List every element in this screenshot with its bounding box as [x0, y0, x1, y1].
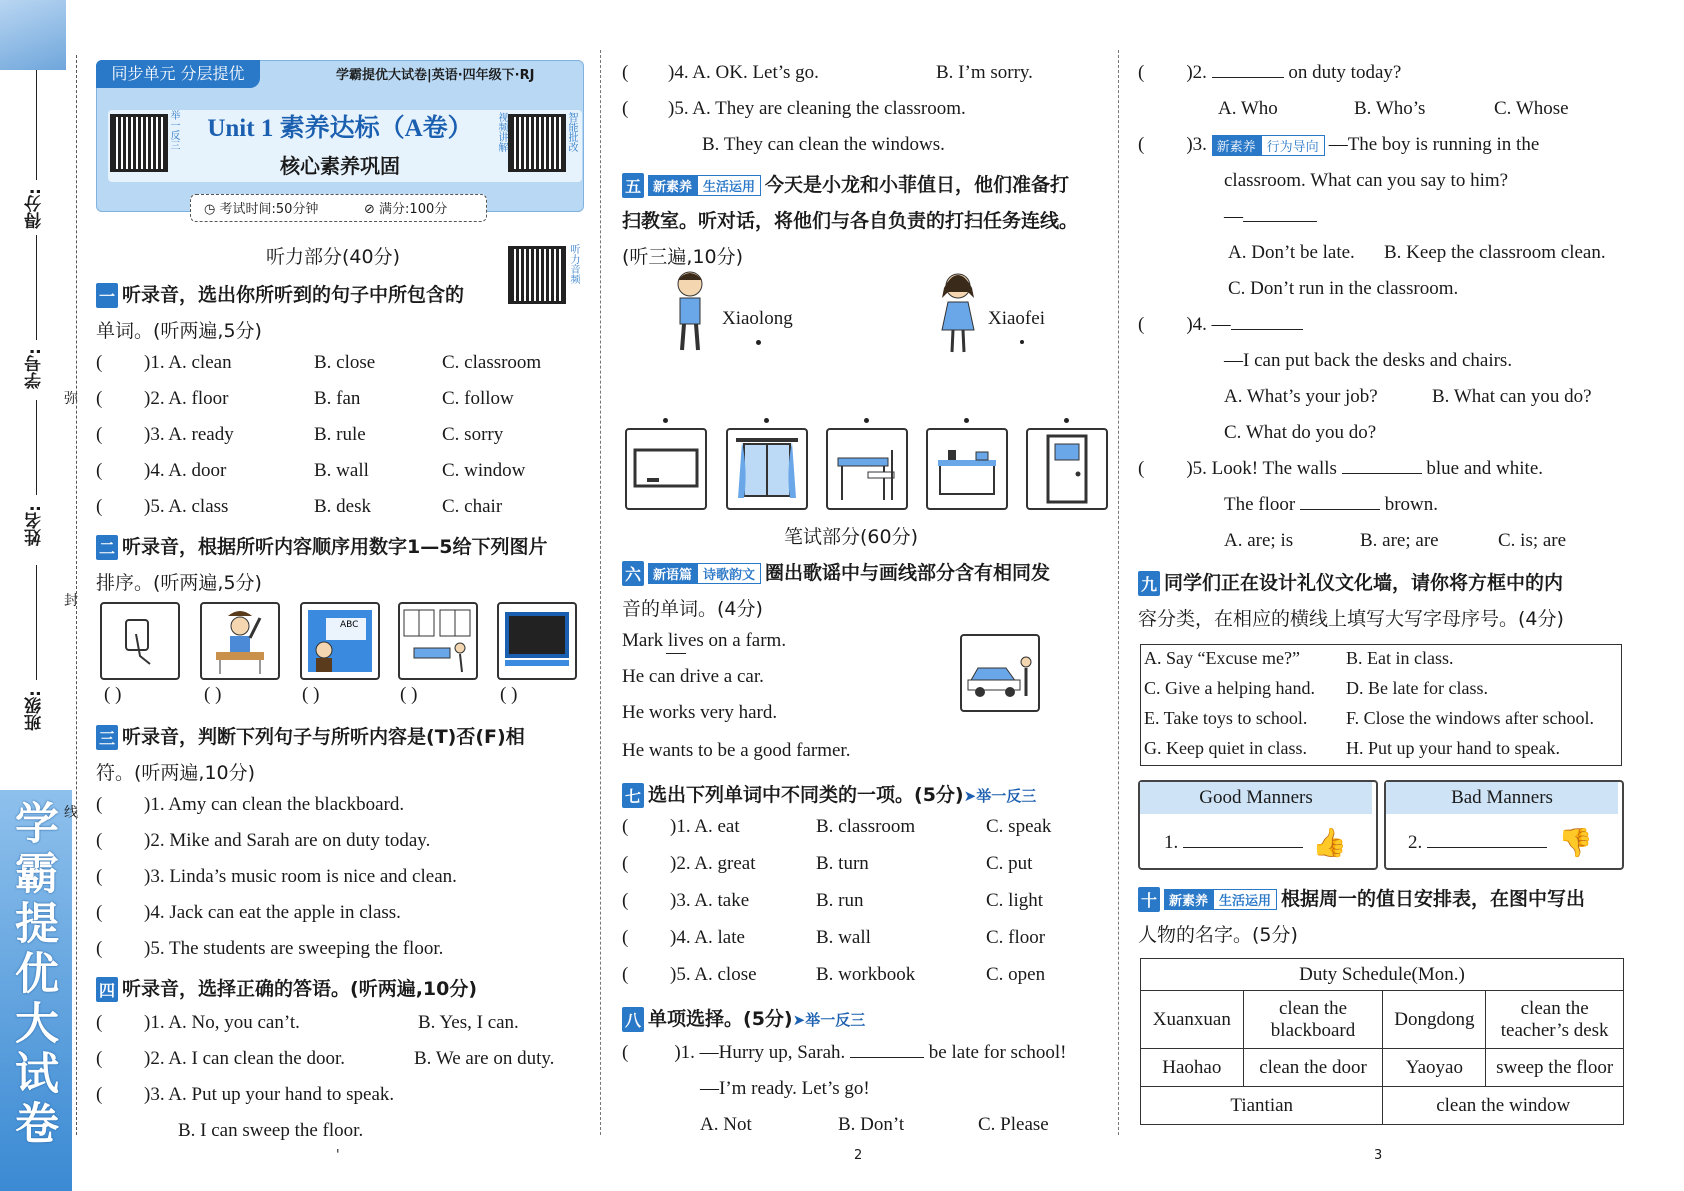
section-1-option-a: )1. A. clean — [144, 352, 232, 373]
section-10-number: 十 — [1138, 887, 1160, 912]
series-label: 学霸提优大试卷|英语·四年级下·RJ — [336, 68, 535, 83]
section-4-number: 四 — [96, 977, 118, 1002]
listening-section-title: 听力部分(40分) — [266, 246, 401, 268]
listening-qr-code[interactable] — [508, 246, 566, 304]
task-picture-door — [1026, 428, 1108, 510]
section-9-title-line2: 容分类，在相应的横线上填写大写字母序号。(4分) — [1138, 608, 1564, 630]
section-1-option-c: C. follow — [442, 388, 514, 409]
q5-text-b: blue and white. — [1426, 458, 1543, 479]
q3-tag-new: 新素养 — [1212, 135, 1261, 156]
section-5-title-line2: 扫教室。听对话，将他们与各自负责的打扫任务连线。 — [622, 210, 1079, 232]
q4-line: ( )4. — — [1138, 314, 1303, 336]
q5-text-c: The floor — [1224, 494, 1296, 515]
answer-bracket[interactable]: ( — [96, 424, 103, 445]
q5-blank-2[interactable] — [1300, 509, 1380, 510]
section-7-option-b: B. classroom — [816, 816, 916, 837]
section-5-tag-new: 新素养 — [648, 175, 697, 196]
page-number-2: 2 — [854, 1148, 863, 1163]
section-1-option-c: C. sorry — [442, 424, 504, 445]
section-8-q1-blank[interactable] — [850, 1057, 924, 1058]
seal-char-mi: 弥 — [64, 391, 78, 407]
col2-item-5-option-b: B. They can clean the windows. — [702, 134, 945, 155]
score-line[interactable] — [36, 70, 37, 180]
exam-score — [364, 198, 447, 217]
answer-bracket[interactable]: ( — [96, 938, 103, 959]
section-10-title-text: 根据周一的值日安排表，在图中写出 — [1281, 888, 1586, 910]
q3-tag-behavior: 行为导向 — [1261, 135, 1325, 156]
poem-line: He wants to be a good farmer. — [622, 740, 851, 761]
section-3-title-line2: 符。(听两遍,10分) — [96, 762, 256, 784]
section-8-number: 八 — [622, 1007, 644, 1032]
task-4-dot[interactable] — [964, 418, 969, 423]
section-9-number: 九 — [1138, 571, 1160, 596]
section-8-tag[interactable] — [793, 1011, 866, 1029]
q2-option-b: B. Who’s — [1354, 98, 1426, 119]
manners-option: G. Keep quiet in class. — [1144, 738, 1307, 758]
page-number-1: ' — [336, 1148, 340, 1163]
bad-manners-answer — [1408, 832, 1547, 854]
column-divider-1 — [600, 50, 601, 1135]
name-line[interactable] — [36, 400, 37, 495]
xiaolong-dot[interactable] — [756, 340, 761, 345]
q3-text: —The boy is running in the — [1328, 134, 1540, 155]
answer-bracket[interactable]: ( — [96, 352, 103, 373]
picture-blackboard — [497, 602, 577, 680]
section-5-title-text: 今天是小龙和小菲值日，他们准备打 — [765, 174, 1070, 196]
section-2-title-text: 听录音，根据所听内容顺序用数字1—5给下列图片 — [122, 536, 548, 558]
poem-line: He works very hard. — [622, 702, 778, 723]
order-bracket-1[interactable]: ( ) — [104, 684, 122, 705]
seal-char-feng: 封 — [64, 593, 78, 609]
picture-abc-text: ABC — [340, 620, 359, 630]
q5-text-d: brown. — [1384, 494, 1439, 515]
q3-text-line2: classroom. What can you say to him? — [1224, 170, 1509, 191]
answer-bracket[interactable]: ( — [96, 830, 103, 851]
manners-option: F. Close the windows after school. — [1346, 708, 1595, 728]
qr-code-left[interactable] — [110, 114, 168, 172]
picture-hand-switch — [100, 602, 180, 680]
section-3-statement: )4. Jack can eat the apple in class. — [144, 902, 401, 923]
good-manners-blank[interactable] — [1183, 847, 1303, 848]
section-8-q1: ( )1. —Hurry up, Sarah. be late for school! — [622, 1042, 1067, 1063]
section-6-tag-poem: 诗歌韵文 — [697, 563, 761, 584]
good-manners-title: Good Manners — [1140, 782, 1372, 814]
good-manners-answer — [1164, 832, 1303, 854]
duty-task-cell: clean the blackboard — [1243, 991, 1383, 1049]
section-8-q1-text-a: )1. —Hurry up, Sarah. — [674, 1042, 846, 1063]
qr-left-label: 举一反三 — [168, 110, 179, 150]
bad-manners-title: Bad Manners — [1386, 782, 1618, 814]
section-5-title-line3: (听三遍,10分) — [622, 246, 744, 268]
section-2-title-line2: 排序。(听两遍,5分) — [96, 572, 262, 594]
duty-task-cell: clean the teacher’s desk — [1486, 991, 1624, 1049]
q2-line: ( )2. on duty today? — [1138, 62, 1402, 83]
student-id-line[interactable] — [36, 235, 37, 340]
good-manners-number: 1. — [1164, 832, 1179, 853]
seal-char-xian: 线 — [64, 805, 78, 821]
section-9-title — [1138, 568, 1563, 596]
section-1-title-line2: 单词。(听两遍,5分) — [96, 320, 262, 342]
qr-right-label: 智能批改 — [566, 112, 577, 152]
bad-manners-blank[interactable] — [1427, 847, 1547, 848]
q3-option-b: B. Keep the classroom clean. — [1384, 242, 1606, 263]
q4-option-a: A. What’s your job? — [1224, 386, 1378, 407]
xiaofei-figure — [936, 270, 980, 356]
duty-task-cell: clean the window — [1383, 1087, 1624, 1125]
section-3-statement: )2. Mike and Sarah are on duty today. — [144, 830, 431, 851]
duty-schedule-title: Duty Schedule(Mon.) — [1141, 959, 1624, 991]
section-2-number: 二 — [96, 535, 118, 560]
order-bracket-2[interactable]: ( ) — [204, 684, 222, 705]
section-7-option-c: C. put — [986, 853, 1033, 874]
xiaofei-dot[interactable] — [1020, 340, 1024, 344]
section-1-option-b: B. desk — [314, 496, 371, 517]
q3-answer-line — [1224, 206, 1317, 228]
answer-bracket[interactable]: ( — [96, 1012, 103, 1033]
q2-number: )2. — [1186, 62, 1207, 83]
section-4-option-a: )2. A. I can clean the door. — [144, 1048, 346, 1069]
section-8-title-text: 单项选择。(5分) — [648, 1008, 793, 1030]
student-id-label: 学号: — [25, 348, 45, 389]
section-5-number: 五 — [622, 173, 644, 198]
exam-score-text: 满分:100分 — [379, 202, 448, 217]
task-picture-blackboard — [625, 428, 707, 510]
order-bracket-5[interactable]: ( ) — [500, 684, 518, 705]
section-7-option-a: )5. A. close — [670, 964, 757, 985]
duty-name-cell: Xuanxuan — [1141, 991, 1244, 1049]
col2-item-option-b: B. I’m sorry. — [936, 62, 1033, 83]
check-icon: ⊘ — [364, 202, 375, 217]
section-8-q1-option-a: A. Not — [700, 1114, 752, 1135]
thumbs-up-icon: 👍 — [1312, 826, 1347, 859]
answer-bracket[interactable]: ( — [622, 964, 629, 985]
seal-cut-line — [76, 55, 77, 1135]
manners-option: B. Eat in class. — [1346, 648, 1454, 668]
section-8-title — [622, 1004, 865, 1032]
section-1-option-c: C. window — [442, 460, 526, 481]
page-number-3: 3 — [1374, 1148, 1383, 1163]
section-7-option-a: )1. A. eat — [670, 816, 740, 837]
section-1-title — [96, 280, 464, 308]
section-7-option-a: )3. A. take — [670, 890, 750, 911]
class-line[interactable] — [36, 565, 37, 680]
answer-bracket[interactable]: ( — [96, 460, 103, 481]
section-8-q1-option-b: B. Don’t — [838, 1114, 905, 1135]
task-5-dot[interactable] — [1064, 418, 1069, 423]
section-7-tag[interactable] — [964, 787, 1037, 805]
q3-blank[interactable] — [1243, 221, 1317, 222]
section-8-tag-text: 举一反三 — [805, 1011, 866, 1029]
answer-bracket[interactable]: ( — [96, 496, 103, 517]
section-1-option-b: B. fan — [314, 388, 361, 409]
section-1-option-a: )4. A. door — [144, 460, 227, 481]
task-picture-desk-chair — [826, 428, 908, 510]
answer-bracket[interactable]: ( — [622, 890, 629, 911]
duty-task-cell: clean the door — [1243, 1049, 1383, 1087]
section-4-option-b: B. Yes, I can. — [418, 1012, 519, 1033]
section-8-q1-text-b: be late for school! — [928, 1042, 1067, 1063]
q3-option-a: A. Don’t be late. — [1228, 242, 1355, 263]
section-3-statement: )3. Linda’s music room is nice and clean. — [144, 866, 457, 887]
q3-line: ( )3. 新素养 行为导向 —The boy is running in the — [1138, 134, 1540, 156]
header-badge: 同步单元 分层提优 — [96, 60, 260, 88]
section-7-number: 七 — [622, 783, 644, 808]
section-7-option-b: B. workbook — [816, 964, 916, 985]
section-5-tag-life: 生活运用 — [697, 175, 761, 196]
xiaolong-figure — [668, 268, 712, 354]
section-3-number: 三 — [96, 725, 118, 750]
answer-bracket[interactable]: ( — [622, 62, 629, 83]
section-7-title-text: 选出下列单词中不同类的一项。(5分) — [648, 784, 964, 806]
q4-option-b: B. What can you do? — [1432, 386, 1592, 407]
answer-bracket[interactable]: ( — [96, 1048, 103, 1069]
xiaolong-name: Xiaolong — [722, 308, 793, 329]
q2-text: on duty today? — [1288, 62, 1402, 83]
qr-code-right[interactable] — [508, 114, 566, 172]
order-bracket-3[interactable]: ( ) — [302, 684, 320, 705]
task-picture-teachers-desk — [926, 428, 1008, 510]
name-label: 姓名: — [25, 505, 45, 546]
answer-bracket[interactable]: ( — [96, 794, 103, 815]
section-3-title — [96, 722, 525, 750]
section-4-title — [96, 974, 477, 1002]
q4-option-c: C. What do you do? — [1224, 422, 1377, 443]
section-7-option-b: B. turn — [816, 853, 869, 874]
section-3-title-text: 听录音，判断下列句子与所听内容是(T)否(F)相 — [122, 726, 525, 748]
xiaofei-name: Xiaofei — [988, 308, 1045, 329]
section-4-option-b: B. We are on duty. — [414, 1048, 555, 1069]
section-1-option-a: )3. A. ready — [144, 424, 234, 445]
q5-option-b: B. are; are — [1360, 530, 1439, 551]
task-2-dot[interactable] — [764, 418, 769, 423]
q5-line-2 — [1224, 494, 1438, 516]
picture-boy-raising-hand — [200, 602, 280, 680]
section-5-title — [622, 170, 1069, 198]
section-10-title-line2: 人物的名字。(5分) — [1138, 924, 1298, 946]
task-1-dot[interactable] — [663, 418, 668, 423]
answer-bracket[interactable]: ( — [622, 816, 629, 837]
picture-boy-at-blackboard — [300, 602, 380, 680]
q5-line: ( )5. Look! The walls blue and white. — [1138, 458, 1543, 479]
q3-number: )3. — [1186, 134, 1207, 155]
unit-title: Unit 1 素养达标（A卷） — [207, 115, 473, 142]
arrow-icon: ➤ — [963, 787, 977, 805]
listening-qr-label: 听力音频 — [568, 244, 579, 284]
col2-item-option-a: )4. A. OK. Let’s go. — [668, 62, 819, 83]
poem-line: Mark lives on a farm. — [622, 630, 787, 651]
section-7-option-b: B. run — [816, 890, 864, 911]
poem-line: He can drive a car. — [622, 666, 764, 687]
section-6-title — [622, 558, 1050, 586]
score-label: 得分: — [25, 188, 45, 229]
picture-car-farmer — [960, 634, 1040, 712]
q3-dash: — — [1224, 206, 1243, 227]
q5-option-c: C. is; are — [1498, 530, 1567, 551]
section-1-option-a: )5. A. class — [144, 496, 229, 517]
q5-text-a: )5. Look! The walls — [1186, 458, 1337, 479]
section-7-option-a: )4. A. late — [670, 927, 745, 948]
q3-option-c: C. Don’t run in the classroom. — [1228, 278, 1459, 299]
section-6-tag-new: 新语篇 — [648, 563, 697, 584]
picture-classroom-sweeping — [398, 602, 478, 680]
section-1-option-b: B. wall — [314, 460, 369, 481]
answer-bracket[interactable]: ( — [96, 866, 103, 887]
section-1-title-text: 听录音，选出你所听到的句子中所包含的 — [122, 284, 465, 306]
clock-icon: ◷ — [204, 202, 216, 217]
qr-right-label-2: 视频讲解 — [496, 112, 507, 152]
answer-bracket[interactable]: ( — [622, 927, 629, 948]
section-7-option-c: C. light — [986, 890, 1044, 911]
section-7-option-c: C. floor — [986, 927, 1046, 948]
section-2-title — [96, 532, 547, 560]
section-6-title-line2: 音的单词。(4分) — [622, 598, 763, 620]
duty-schedule-table — [1140, 958, 1624, 1125]
task-3-dot[interactable] — [864, 418, 869, 423]
duty-name-cell: Dongdong — [1383, 991, 1486, 1049]
bad-manners-number: 2. — [1408, 832, 1423, 853]
answer-bracket[interactable]: ( — [622, 98, 629, 119]
task-picture-window — [726, 428, 808, 510]
section-8-q1-response: —I’m ready. Let’s go! — [700, 1078, 870, 1099]
section-7-option-c: C. open — [986, 964, 1046, 985]
manners-option: H. Put up your hand to speak. — [1346, 738, 1560, 758]
section-1-number: 一 — [96, 283, 118, 308]
section-6-number: 六 — [622, 561, 644, 586]
section-9-title-text: 同学们正在设计礼仪文化墙，请你将方框中的内 — [1164, 572, 1564, 594]
section-4-option-a: )1. A. No, you can’t. — [144, 1012, 300, 1033]
section-7-option-c: C. speak — [986, 816, 1052, 837]
answer-bracket[interactable]: ( — [622, 853, 629, 874]
arrow-icon: ➤ — [792, 1011, 806, 1029]
manners-option: E. Take toys to school. — [1144, 708, 1308, 728]
section-10-tag-life: 生活运用 — [1213, 889, 1277, 910]
q4-number: )4. — — [1186, 314, 1231, 335]
section-6-title-text: 圈出歌谣中与画线部分含有相同发 — [765, 562, 1051, 584]
q2-option-a: A. Who — [1218, 98, 1278, 119]
q4-blank[interactable] — [1231, 329, 1303, 330]
duty-name-cell: Haohao — [1141, 1049, 1244, 1087]
q4-response: —I can put back the desks and chairs. — [1224, 350, 1513, 371]
exam-time-text: 考试时间:50分钟 — [219, 202, 319, 217]
exam-time — [204, 198, 318, 217]
column-divider-2 — [1118, 50, 1119, 1135]
section-3-statement: )1. Amy can clean the blackboard. — [144, 794, 405, 815]
q5-blank-1[interactable] — [1342, 473, 1422, 474]
section-3-statement: )5. The students are sweeping the floor. — [144, 938, 444, 959]
brand-vertical-title: 学霸提优大试卷 — [7, 800, 58, 1150]
section-10-title — [1138, 884, 1585, 912]
manners-option: A. Say “Excuse me?” — [1144, 648, 1300, 668]
section-1-option-c: C. chair — [442, 496, 503, 517]
duty-task-cell: sweep the floor — [1486, 1049, 1624, 1087]
q2-option-c: C. Whose — [1494, 98, 1569, 119]
strip-top-decoration — [0, 0, 66, 70]
section-4-item-3-option-b: B. I can sweep the floor. — [178, 1120, 364, 1141]
section-1-option-b: B. rule — [314, 424, 366, 445]
q5-option-a: A. are; is — [1224, 530, 1294, 551]
section-10-tag-new: 新素养 — [1164, 889, 1213, 910]
duty-name-cell: Yaoyao — [1383, 1049, 1486, 1087]
duty-name-cell: Tiantian — [1141, 1087, 1383, 1125]
q2-blank[interactable] — [1212, 77, 1284, 78]
section-1-option-a: )2. A. floor — [144, 388, 229, 409]
unit-subtitle: 核心素养巩固 — [280, 154, 400, 178]
answer-bracket[interactable]: ( — [96, 902, 103, 923]
section-1-option-c: C. classroom — [442, 352, 542, 373]
section-1-option-b: B. close — [314, 352, 376, 373]
answer-bracket[interactable]: ( — [96, 388, 103, 409]
thumbs-down-icon: 👎 — [1558, 826, 1593, 859]
poem-underline-mark — [666, 653, 686, 654]
section-7-tag-text: 举一反三 — [976, 787, 1037, 805]
section-7-option-a: )2. A. great — [670, 853, 756, 874]
manners-option: D. Be late for class. — [1346, 678, 1488, 698]
section-4-title-text: 听录音，选择正确的答语。(听两遍,10分) — [122, 978, 478, 1000]
class-label: 班级: — [25, 690, 45, 731]
order-bracket-4[interactable]: ( ) — [400, 684, 418, 705]
section-7-option-b: B. wall — [816, 927, 871, 948]
section-7-title — [622, 780, 1036, 808]
manners-option: C. Give a helping hand. — [1144, 678, 1315, 698]
written-section-title: 笔试部分(60分) — [784, 526, 919, 548]
col2-item-option-a: )5. A. They are cleaning the classroom. — [668, 98, 966, 119]
answer-bracket[interactable]: ( — [96, 1084, 103, 1105]
section-4-option-a: )3. A. Put up your hand to speak. — [144, 1084, 395, 1105]
section-8-q1-option-c: C. Please — [978, 1114, 1049, 1135]
